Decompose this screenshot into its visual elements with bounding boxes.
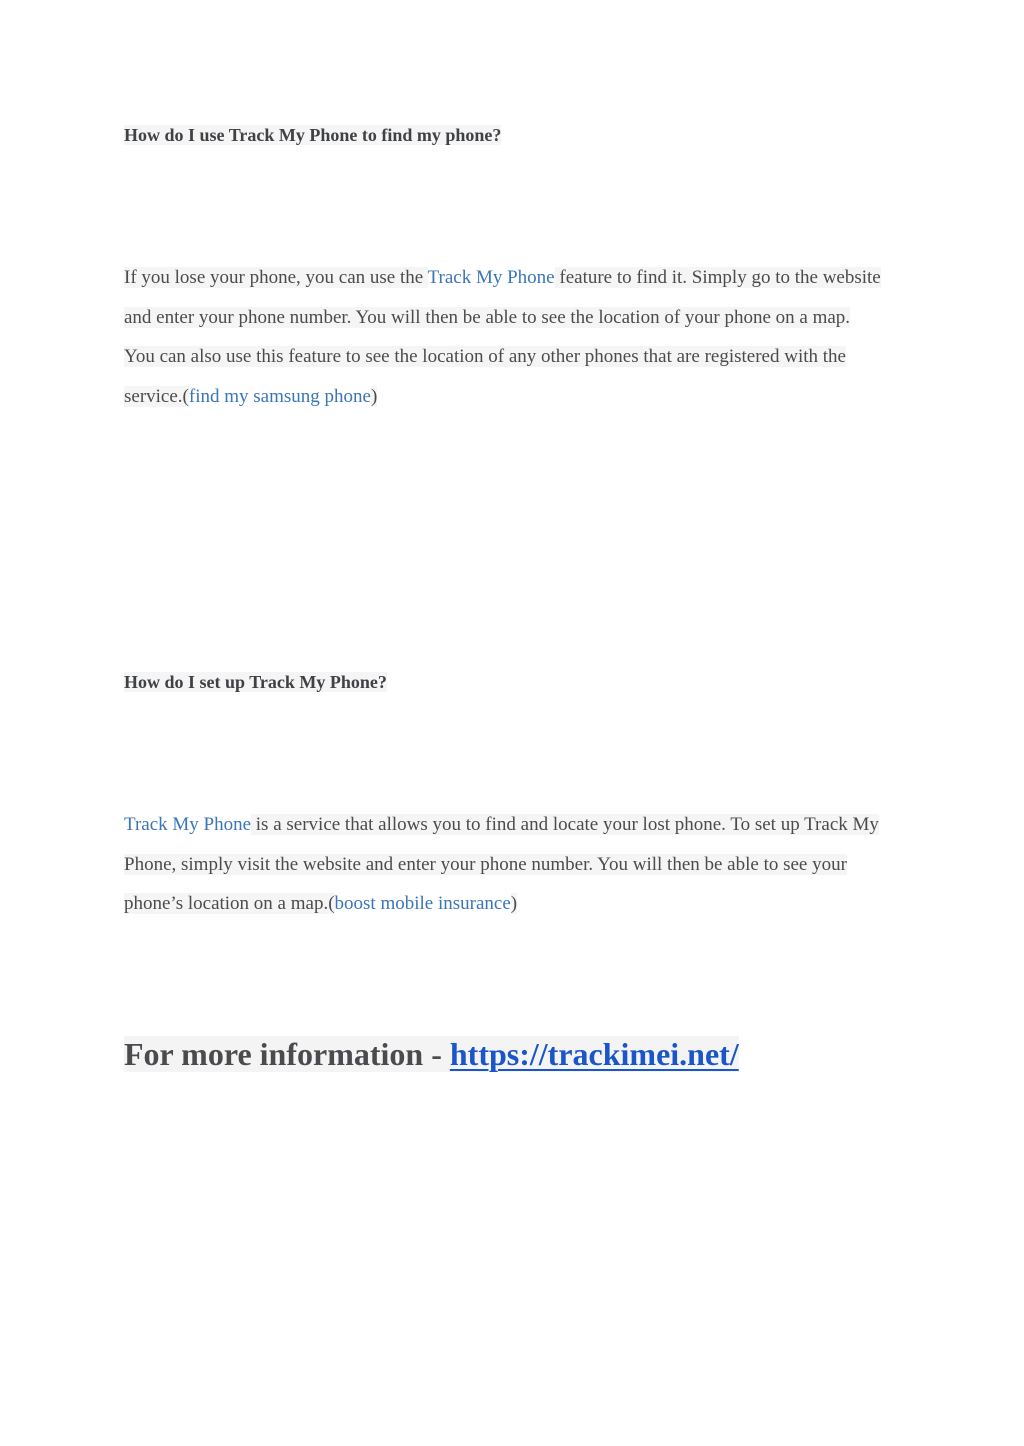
find-my-samsung-phone-link[interactable]: find my samsung phone (188, 385, 371, 407)
section2-heading: How do I set up Track My Phone? (124, 672, 387, 692)
track-my-phone-link[interactable]: Track My Phone (427, 267, 555, 288)
section1-heading-block (124, 123, 884, 147)
section1-text-prefix: If you lose your phone, you can use the (124, 267, 428, 288)
boost-mobile-insurance-link[interactable]: boost mobile insurance (334, 893, 511, 914)
section1-text-middle: feature to find it. Simply go to the website and enter your phone number. You will then be able to see the location of your phone on a map. You can also use this feature to see the location of any other phones that are registered with the service.( (124, 267, 881, 407)
section2-text-suffix: ) (510, 893, 518, 914)
section2-paragraph (124, 805, 884, 924)
track-my-phone-link-2[interactable]: Track My Phone (124, 814, 252, 835)
footer-prefix: For more information - (124, 1036, 450, 1072)
trackimei-url-link[interactable]: https://trackimei.net/ (449, 1036, 739, 1072)
section2-heading-block (124, 670, 884, 694)
section1-text-suffix: ) (370, 385, 378, 407)
footer-info-line (124, 1036, 739, 1072)
section1-paragraph (124, 258, 884, 416)
section1-heading: How do I use Track My Phone to find my phone? (124, 125, 502, 145)
section2-text-middle: is a service that allows you to find and locate your lost phone. To set up Track My Phone, simply visit the website and enter your phone number. You will then be able to see your phone’s location on a map.( (124, 814, 879, 914)
footer-info (124, 1034, 924, 1074)
